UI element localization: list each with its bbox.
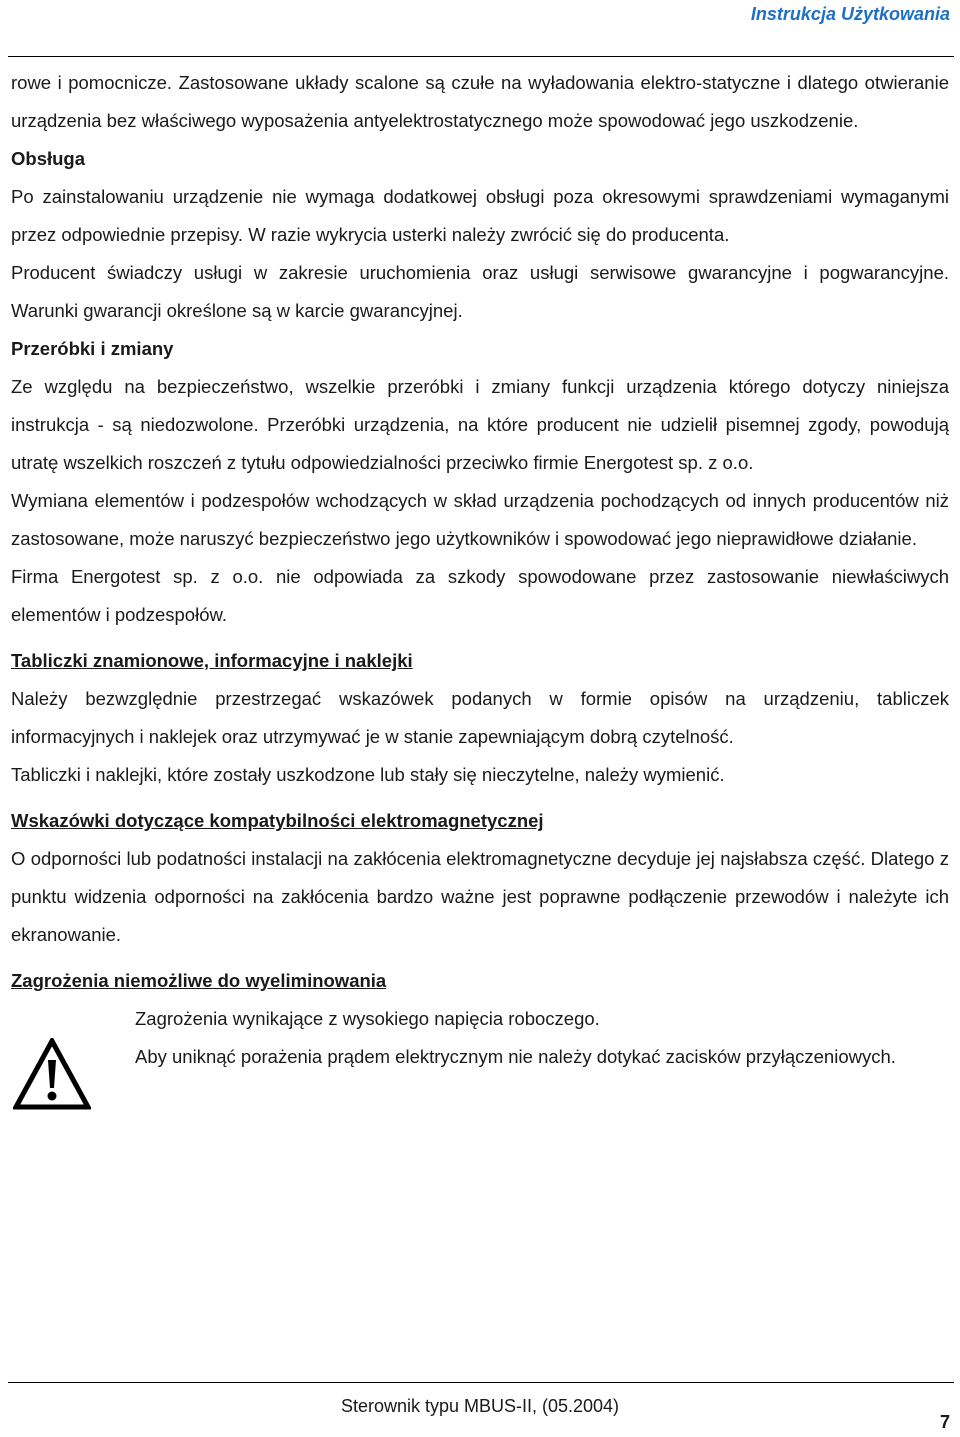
przerobki-paragraph-1: Ze względu na bezpieczeństwo, wszelkie przeróbki i zmiany funkcji urządzenia którego dotyczy niniejsza instrukcja - są niedozwolone. Przeróbki urządzenia, na które producent nie udzielił pisemnej zgody, powodują utratę wszelkich roszczeń z tytułu odpowiedzialności przeciwko firmie Energotest sp. z o.o. — [11, 376, 949, 473]
tabliczki-paragraph-1: Należy bezwzględnie przestrzegać wskazówek podanych w formie opisów na urządzeniu, tabliczek informacyjnych i naklejek oraz utrzymywać je w stanie zapewniającym dobrą czytelność. — [11, 688, 949, 747]
przerobki-paragraph-2: Wymiana elementów i podzespołów wchodzących w skład urządzenia pochodzących od innych producentów niż zastosowane, może naruszyć bezpieczeństwo jego użytkowników i spowodować jego nieprawidłowe działanie. — [11, 490, 949, 549]
footer-document-title: Sterownik typu MBUS-II, (05.2004) — [340, 1396, 620, 1416]
document-header-title: Instrukcja Użytkowania — [750, 4, 950, 24]
heading-tabliczki: Tabliczki znamionowe, informacyjne i naklejki — [11, 650, 413, 671]
document-body — [11, 64, 949, 1130]
footer-rule — [8, 1382, 954, 1383]
heading-obsluga: Obsługa — [11, 148, 86, 169]
emc-paragraph-1: O odporności lub podatności instalacji na zakłócenia elektromagnetyczne decyduje jej najsłabsza część. Dlatego z punktu widzenia odporności na zakłócenia bardzo ważne jest poprawne podłączenie przewodów i należyte ich ekranowanie. — [11, 848, 949, 945]
przerobki-paragraph-3: Firma Energotest sp. z o.o. nie odpowiada za szkody spowodowane przez zastosowanie niewłaściwych elementów i podzespołów. — [11, 566, 949, 625]
obsluga-paragraph-2: Producent świadczy usługi w zakresie uruchomienia oraz usługi serwisowe gwarancyjne i pogwarancyjne. Warunki gwarancji określone są w karcie gwarancyjnej. — [11, 262, 949, 321]
heading-zagrozenia: Zagrożenia niemożliwe do wyeliminowania — [11, 970, 387, 991]
heading-emc: Wskazówki dotyczące kompatybilności elektromagnetycznej — [11, 810, 544, 831]
intro-paragraph: rowe i pomocnicze. Zastosowane układy scalone są czułe na wyładowania elektro-statyczne i dlatego otwieranie urządzenia bez właściwego wyposażenia antyelektrostatycznego może spowodować jego uszkodzenie. — [11, 72, 949, 131]
hazard-text — [135, 1000, 949, 1076]
header-rule — [8, 56, 954, 57]
obsluga-paragraph-1: Po zainstalowaniu urządzenie nie wymaga dodatkowej obsługi poza okresowymi sprawdzeniami wymaganymi przez odpowiednie przepisy. W razie wykrycia usterki należy zwrócić się do producenta. — [11, 186, 949, 245]
hazard-paragraph-2: Aby uniknąć porażenia prądem elektrycznym nie należy dotykać zacisków przyłączeniowych. — [135, 1046, 896, 1067]
warning-triangle-icon — [13, 1038, 91, 1110]
hazard-paragraph-1: Zagrożenia wynikające z wysokiego napięcia roboczego. — [135, 1008, 600, 1029]
hazard-block — [11, 1000, 949, 1130]
page-number: 7 — [939, 1412, 950, 1432]
tabliczki-paragraph-2: Tabliczki i naklejki, które zostały uszkodzone lub stały się nieczytelne, należy wymienić. — [11, 764, 725, 785]
heading-przerobki: Przeróbki i zmiany — [11, 338, 174, 359]
